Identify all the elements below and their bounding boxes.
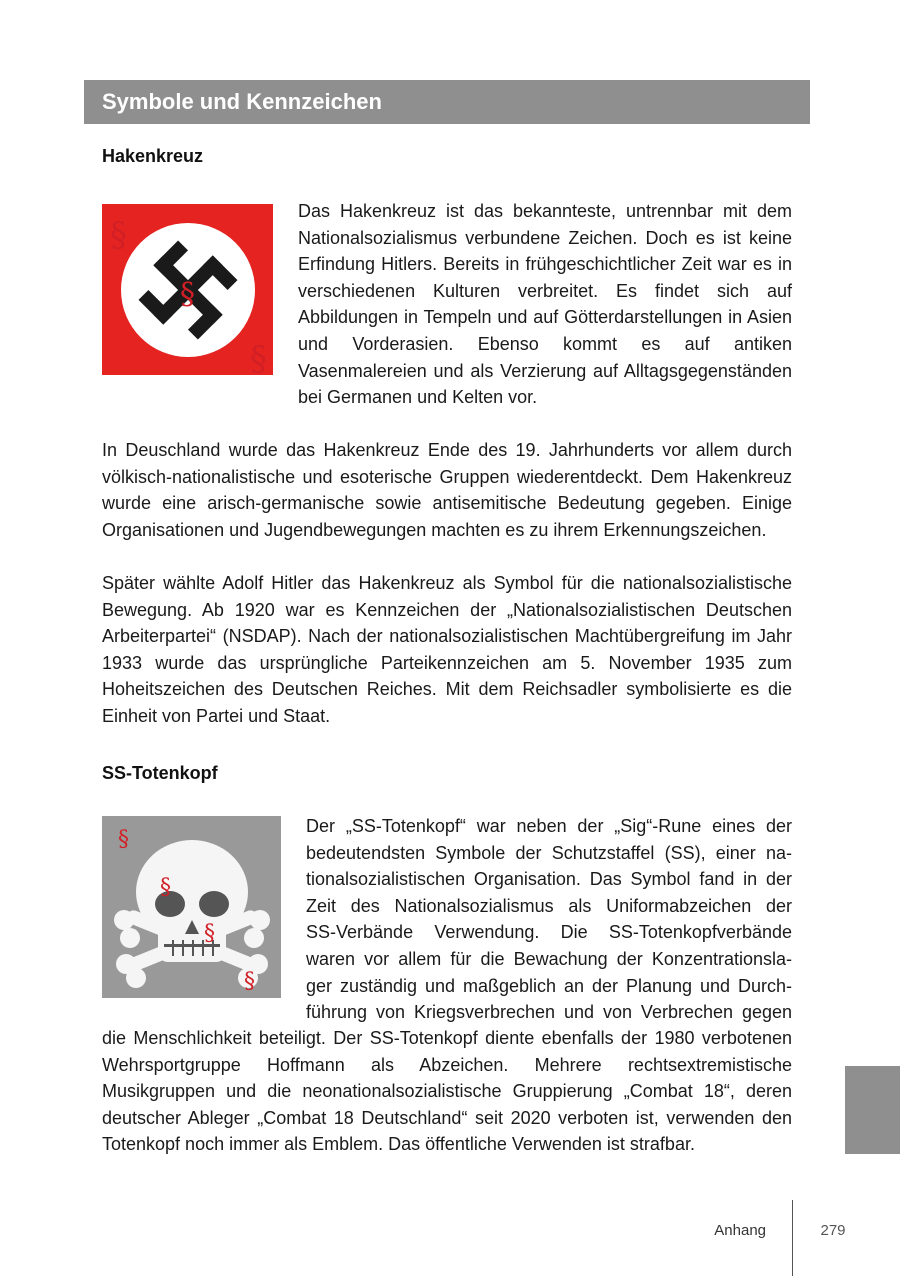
paragraph-mark-1: §	[110, 215, 127, 255]
heading-hakenkreuz: Hakenkreuz	[102, 146, 204, 166]
section-title: Symbole und Kennzeichen	[102, 89, 382, 114]
totenkopf-intro-line: führung von Kriegsverbrechen und von Verbrechen gegen	[306, 1002, 792, 1023]
hakenkreuz-paragraph-3: Später wählte Adolf Hitler das Hakenkreuz als Symbol für die nationalsozialistische Bewegung. Ab 1920 war es Kennzeichen der „Nationalsozialistischen Deutschen Arbeiterpartei“ (NSDAP). Nach der nationalsozialistischen Machtübergreifung im Jahr 1933 wurde das ursprüngliche Parteikennzeichen am 5. November 1935 zum Hoheitszeichen des Deutschen Reiches. Mit dem Reichsadler symbolisierte es die Einheit von Partei und Staat.	[102, 573, 792, 726]
totenkopf-intro-line: tionalsozialistischen Organisation. Das Symbol fand in der	[306, 869, 792, 890]
hakenkreuz-paragraph-2: In Deuschland wurde das Hakenkreuz Ende des 19. Jahrhunderts vor allem durch völkisch-nationalistische und esoterische Gruppen wiederentdeckt. Dem Hakenkreuz wurde eine arisch-germanische sowie antisemitische Bedeutung gegeben. Einige Organisationen und Jugendbewegungen machten es zu ihrem Erkennungszeichen.	[102, 440, 792, 540]
paragraph-mark-3: §	[250, 339, 267, 375]
totenkopf-intro-line: SS-Verbände Verwendung. Die SS-Totenkopfverbände	[306, 922, 792, 943]
totenkopf-continuation-paragraph: die Menschlichkeit beteiligt. Der SS-Totenkopf diente ebenfalls der 1980 verbotenen Wehrsportgruppe Hoffmann als Abzeichen. Mehrere rechtsextremistische Musikgruppen und die neonationalsozialistische Gruppierung „Combat 18“, deren deutscher Ableger „Combat 18 Deutschland“ seit 2020 verboten ist, verwenden den Totenkopf noch immer als Emblem. Das öffentliche Verwenden ist strafbar.	[102, 1028, 792, 1155]
totenkopf-image	[102, 816, 281, 998]
paragraph-mark-2: §	[180, 277, 195, 312]
skull-crossbones-icon	[102, 816, 281, 998]
crossed-out-swastika-icon	[102, 204, 273, 375]
hakenkreuz-image	[102, 204, 273, 375]
page-number: 279	[820, 1222, 846, 1239]
totenkopf-intro-line: Der „SS-Totenkopf“ war neben der „Sig“-Rune eines der	[306, 816, 792, 836]
chapter-side-tab	[845, 1066, 900, 1154]
totenkopf-intro-line: ger zuständig und maßgeblich an der Planung und Durch-	[306, 975, 792, 996]
paragraph-mark-4: §	[118, 827, 129, 852]
heading-totenkopf: SS-Totenkopf	[102, 763, 218, 783]
section-header	[84, 80, 810, 124]
hakenkreuz-intro-paragraph: Das Hakenkreuz ist das bekannteste, untrennbar mit dem Nationalsozialismus verbundene Zeichen. Doch es ist keine Erfindung Hitlers. Bereits in frühgeschichtlicher Zeit war es in verschiedenen Kulturen verbreitet. Es findet sich auf Abbildungen in Tempeln und auf Götterdarstellungen in Asien und Vorderasien. Ebenso kommt es auf antiken Vasenmalereien und als Verzierung auf Alltagsgegenständen bei Germanen und Kelten vor.	[298, 201, 792, 408]
paragraph-mark-5: §	[160, 875, 171, 900]
paragraph-mark-6: §	[204, 921, 215, 946]
footer-divider	[792, 1200, 793, 1276]
totenkopf-intro-line: waren vor allem für die Bewachung der Konzentrationsla-	[306, 949, 792, 969]
footer-chapter-label: Anhang	[714, 1222, 766, 1239]
totenkopf-intro-line: Zeit des Nationalsozialismus als Uniformabzeichen der	[306, 895, 792, 916]
totenkopf-intro-line: bedeutendsten Symbole der Schutzstaffel (SS), einer na-	[306, 842, 792, 863]
paragraph-mark-7: §	[244, 969, 255, 994]
